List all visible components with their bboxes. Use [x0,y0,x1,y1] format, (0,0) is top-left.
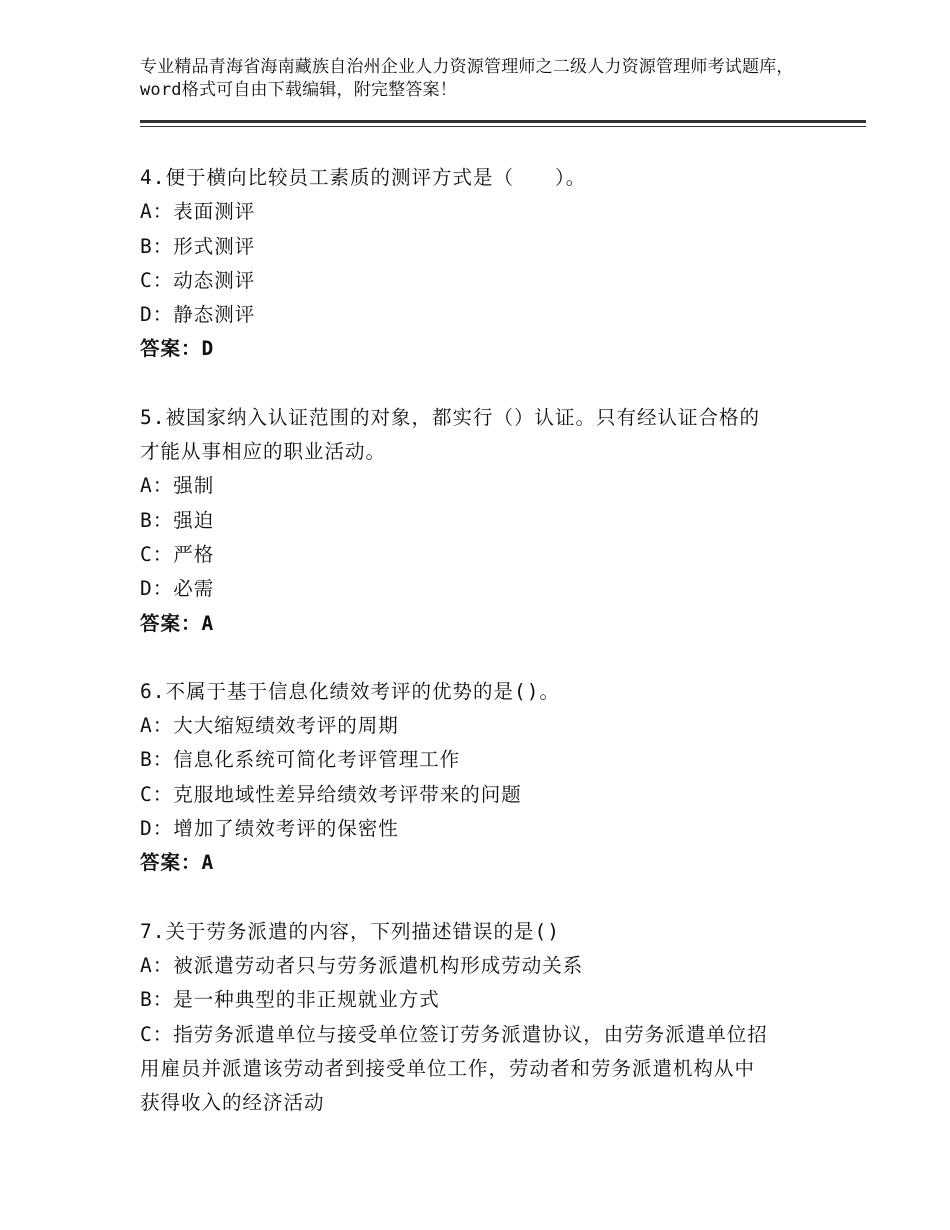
option-a: A：强制 [140,474,215,498]
option-b: B：信息化系统可简化考评管理工作 [140,748,461,772]
question-7 [140,915,830,1121]
header-divider-thick [140,120,866,123]
option-d: D：必需 [140,577,215,601]
option-d: D：增加了绩效考评的保密性 [140,817,399,841]
option-c-continued: 获得收入的经济活动 [140,1091,325,1115]
answer: 答案：A [140,611,215,635]
question-stem: 5.被国家纳入认证范围的对象，都实行（）认证。只有经认证合格的 [140,405,760,429]
option-d: D：静态测评 [140,303,256,327]
answer: 答案：D [140,337,215,361]
header-divider-thin [140,126,866,127]
question-5 [140,401,830,641]
answer: 答案：A [140,851,215,875]
option-c: C：指劳务派遣单位与接受单位签订劳务派遣协议，由劳务派遣单位招 [140,1022,768,1046]
option-c: C：严格 [140,542,215,566]
option-a: A：大大缩短绩效考评的周期 [140,714,399,738]
question-stem: 6.不属于基于信息化绩效考评的优势的是()。 [140,679,560,703]
question-4 [140,161,830,367]
option-c: C：动态测评 [140,268,256,292]
option-a: A：表面测评 [140,200,256,224]
option-c-continued: 用雇员并派遣该劳动者到接受单位工作，劳动者和劳务派遣机构从中 [140,1056,756,1080]
question-list [140,161,830,1154]
question-6 [140,675,830,881]
option-b: B：强迫 [140,508,215,532]
option-b: B：是一种典型的非正规就业方式 [140,988,440,1012]
question-stem: 7.关于劳务派遣的内容，下列描述错误的是() [140,919,560,943]
question-stem-continued: 才能从事相应的职业活动。 [140,440,387,464]
option-c: C：克服地域性差异给绩效考评带来的问题 [140,782,522,806]
option-a: A：被派遣劳动者只与劳务派遣机构形成劳动关系 [140,953,584,977]
question-stem: 4.便于横向比较员工素质的测评方式是（ ）。 [140,166,587,189]
page-header: 专业精品青海省海南藏族自治州企业人力资源管理师之二级人力资源管理师考试题库，word格式可自由下载编辑，附完整答案！ [140,57,794,100]
option-b: B：形式测评 [140,234,256,258]
